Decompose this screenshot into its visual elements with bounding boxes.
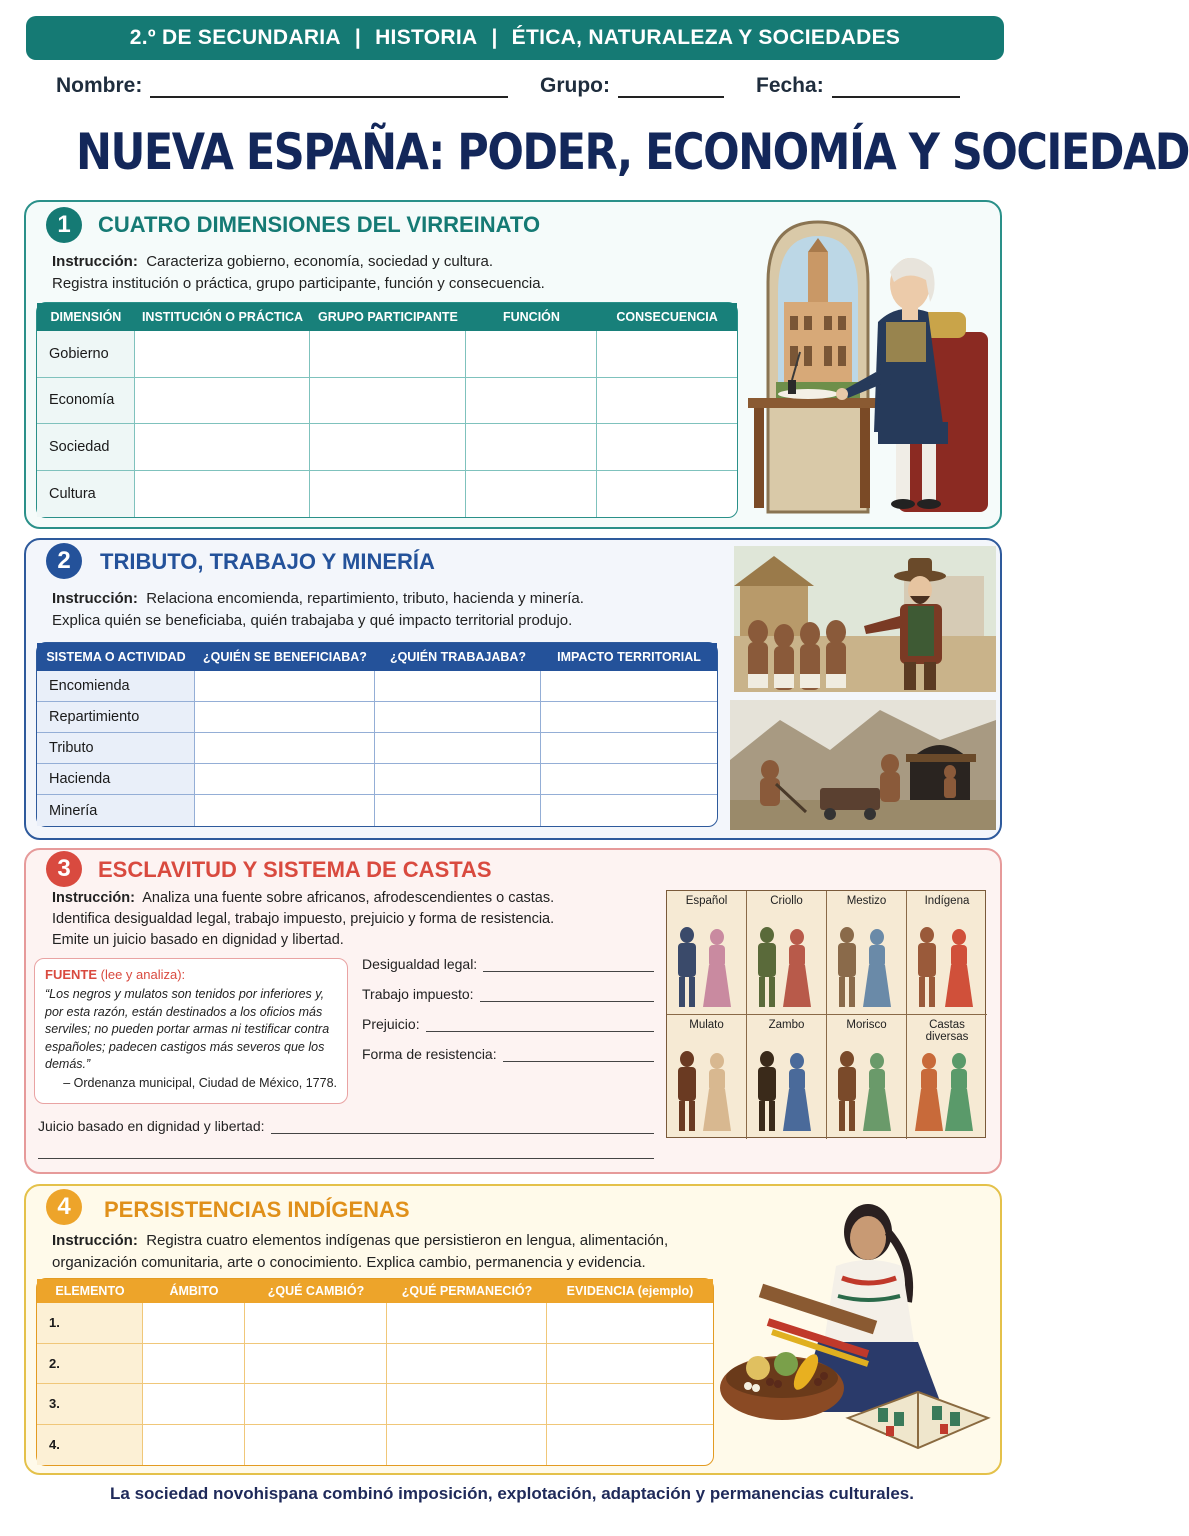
- answer-cell[interactable]: [466, 331, 597, 378]
- field-label: Forma de resistencia:: [362, 1046, 497, 1062]
- table-row: [37, 764, 717, 795]
- casta-label: Zambo: [768, 1019, 805, 1031]
- casta-panel: [747, 891, 827, 1015]
- row-label: Sociedad: [37, 424, 135, 471]
- nombre-field[interactable]: [150, 78, 508, 98]
- section-1-instruction: [52, 251, 545, 295]
- answer-cell[interactable]: [245, 1425, 387, 1466]
- casta-panel: [907, 891, 987, 1015]
- source-title: FUENTE: [45, 967, 97, 982]
- casta-label: Castas diversas: [925, 1019, 969, 1043]
- desigualdad-field[interactable]: [362, 956, 654, 972]
- answer-cell[interactable]: [195, 733, 375, 764]
- answer-cell[interactable]: [245, 1384, 387, 1425]
- column-header: ¿QUIÉN SE BENEFICIABA?: [195, 643, 375, 671]
- tributo-table: [36, 642, 718, 827]
- weaver-illustration: [718, 1192, 996, 1468]
- instr-line: Explica quién se beneficiaba, quién trabajaba y qué impacto territorial produjo.: [52, 612, 573, 629]
- casta-label: Mulato: [689, 1019, 724, 1031]
- column-header: ¿QUÉ PERMANECIÓ?: [387, 1279, 547, 1303]
- answer-cell[interactable]: [375, 671, 541, 702]
- source-subtitle: (lee y analiza):: [100, 967, 186, 982]
- answer-cell[interactable]: [245, 1344, 387, 1385]
- answer-cell[interactable]: [245, 1303, 387, 1344]
- answer-cell[interactable]: [375, 733, 541, 764]
- column-header: ¿QUÉ CAMBIÓ?: [245, 1279, 387, 1303]
- answer-cell[interactable]: [143, 1344, 245, 1385]
- section-2-title: TRIBUTO, TRABAJO Y MINERÍA: [100, 549, 435, 574]
- answer-cell[interactable]: [387, 1425, 547, 1466]
- answer-cell[interactable]: [375, 795, 541, 826]
- table-row: [37, 1425, 713, 1466]
- section-4-number: 4: [46, 1189, 82, 1225]
- answer-cell[interactable]: [195, 702, 375, 733]
- column-header: DIMENSIÓN: [37, 303, 135, 331]
- table-row: [37, 671, 717, 702]
- row-label: 2.: [37, 1344, 143, 1385]
- section-3-title: ESCLAVITUD Y SISTEMA DE CASTAS: [98, 857, 492, 882]
- section-2-instruction: [52, 588, 584, 632]
- casta-label: Indígena: [924, 895, 970, 907]
- answer-cell[interactable]: [387, 1303, 547, 1344]
- row-label: Gobierno: [37, 331, 135, 378]
- row-label: 1.: [37, 1303, 143, 1344]
- answer-cell[interactable]: [375, 764, 541, 795]
- viceroy-illustration: [748, 212, 994, 518]
- answer-cell[interactable]: [135, 471, 310, 518]
- answer-cell[interactable]: [195, 671, 375, 702]
- answer-cell[interactable]: [541, 764, 717, 795]
- column-header: IMPACTO TERRITORIAL: [541, 643, 717, 671]
- table-row: [37, 378, 737, 425]
- mining-illustration: [730, 700, 996, 830]
- answer-cell[interactable]: [387, 1344, 547, 1385]
- header-banner: 2.º DE SECUNDARIA | HISTORIA | ÉTICA, NATURALEZA Y SOCIEDADES: [26, 16, 1004, 60]
- answer-cell[interactable]: [547, 1303, 713, 1344]
- column-header: GRUPO PARTICIPANTE: [310, 303, 466, 331]
- column-header: INSTITUCIÓN O PRÁCTICA: [135, 303, 310, 331]
- casta-panel: [907, 1015, 987, 1139]
- fecha-label: Fecha:: [756, 74, 824, 97]
- casta-label: Criollo: [770, 895, 803, 907]
- juicio-field[interactable]: [38, 1118, 654, 1134]
- trabajo-field[interactable]: [362, 986, 654, 1002]
- column-header: FUNCIÓN: [466, 303, 597, 331]
- instr-line: Identifica desigualdad legal, trabajo impuesto, prejuicio y forma de resistencia.: [52, 911, 555, 927]
- column-header: ELEMENTO: [37, 1279, 143, 1303]
- answer-cell[interactable]: [310, 424, 466, 471]
- row-label: Encomienda: [37, 671, 195, 702]
- answer-cell[interactable]: [541, 671, 717, 702]
- answer-cell[interactable]: [597, 378, 737, 425]
- casta-label: Español: [685, 895, 728, 907]
- virreinato-table: [36, 302, 738, 518]
- answer-cell[interactable]: [597, 331, 737, 378]
- answer-cell[interactable]: [547, 1425, 713, 1466]
- row-label: Economía: [37, 378, 135, 425]
- table-row: [37, 1344, 713, 1385]
- answer-cell[interactable]: [466, 378, 597, 425]
- section-4-title: PERSISTENCIAS INDÍGENAS: [104, 1197, 410, 1222]
- section-1-number: 1: [46, 207, 82, 243]
- answer-cell[interactable]: [143, 1425, 245, 1466]
- instr-line: Emite un juicio basado en dignidad y libertad.: [52, 932, 344, 948]
- answer-cell[interactable]: [135, 424, 310, 471]
- answer-cell[interactable]: [541, 795, 717, 826]
- section-2-number: 2: [46, 543, 82, 579]
- column-header: ¿QUIÉN TRABAJABA?: [375, 643, 541, 671]
- casta-panel: [667, 891, 747, 1015]
- casta-panel: [827, 1015, 907, 1139]
- field-label: Trabajo impuesto:: [362, 986, 474, 1002]
- source-citation: – Ordenanza municipal, Ciudad de México, 1778.: [63, 1075, 337, 1090]
- row-label: Cultura: [37, 471, 135, 518]
- answer-cell[interactable]: [375, 702, 541, 733]
- instr-line: Caracteriza gobierno, economía, sociedad y cultura.: [146, 253, 494, 270]
- table-row: [37, 702, 717, 733]
- answer-cell[interactable]: [597, 471, 737, 518]
- prejuicio-field[interactable]: [362, 1016, 654, 1032]
- answer-cell[interactable]: [135, 331, 310, 378]
- casta-label: Morisco: [846, 1019, 887, 1031]
- casta-panel: [827, 891, 907, 1015]
- instr-label: Instrucción:: [52, 890, 135, 906]
- subject-label: HISTORIA: [375, 26, 478, 49]
- answer-cell[interactable]: [143, 1384, 245, 1425]
- column-header: EVIDENCIA (ejemplo): [547, 1279, 713, 1303]
- table-row: [37, 795, 717, 826]
- answer-cell[interactable]: [547, 1344, 713, 1385]
- column-header: ÁMBITO: [143, 1279, 245, 1303]
- instr-line: Analiza una fuente sobre africanos, afrodescendientes o castas.: [142, 890, 555, 906]
- casta-panel: [747, 1015, 827, 1139]
- field-label: Juicio basado en dignidad y libertad:: [38, 1118, 265, 1134]
- row-label: Repartimiento: [37, 702, 195, 733]
- row-label: 3.: [37, 1384, 143, 1425]
- row-label: 4.: [37, 1425, 143, 1466]
- row-label: Hacienda: [37, 764, 195, 795]
- section-3-number: 3: [46, 851, 82, 887]
- answer-cell[interactable]: [135, 378, 310, 425]
- instr-line: Registra institución o práctica, grupo participante, función y consecuencia.: [52, 275, 545, 292]
- answer-cell[interactable]: [547, 1384, 713, 1425]
- page-title: NUEVA ESPAÑA: PODER, ECONOMÍA Y SOCIEDAD: [76, 124, 1189, 182]
- casta-panel: [667, 1015, 747, 1139]
- answer-cell[interactable]: [310, 331, 466, 378]
- source-quote: “Los negros y mulatos son tenidos por inferiores y, por esta razón, están destinados a los oficios más serviles; no pueden portar armas ni testificar contra españoles; padecen castigos más severos que los demás.”: [45, 987, 330, 1071]
- answer-cell[interactable]: [597, 424, 737, 471]
- castas-chart: [666, 890, 986, 1138]
- column-header: SISTEMA O ACTIVIDAD: [37, 643, 195, 671]
- table-row: [37, 1384, 713, 1425]
- answer-cell[interactable]: [195, 764, 375, 795]
- footer-conclusion: La sociedad novohispana combinó imposición, explotación, adaptación y permanencias culturales.: [110, 1484, 914, 1503]
- field-label: Prejuicio:: [362, 1016, 420, 1032]
- field-label: ÉTICA, NATURALEZA Y SOCIEDADES: [511, 26, 901, 49]
- juicio-field-line2[interactable]: [38, 1145, 654, 1159]
- fecha-field[interactable]: [832, 78, 960, 98]
- answer-cell[interactable]: [541, 702, 717, 733]
- nombre-label: Nombre:: [56, 74, 143, 97]
- instr-line: Registra cuatro elementos indígenas que persistieron en lengua, alimentación,: [146, 1232, 669, 1249]
- grupo-field[interactable]: [618, 78, 724, 98]
- answer-cell[interactable]: [466, 471, 597, 518]
- resistencia-field[interactable]: [362, 1046, 654, 1062]
- instr-line: Relaciona encomienda, repartimiento, tributo, hacienda y minería.: [146, 590, 584, 607]
- answer-cell[interactable]: [466, 424, 597, 471]
- grade-label: 2.º DE SECUNDARIA: [129, 26, 341, 49]
- answer-cell[interactable]: [387, 1384, 547, 1425]
- source-box: [34, 958, 348, 1104]
- table-row: [37, 733, 717, 764]
- instr-label: Instrucción:: [52, 590, 138, 607]
- answer-cell[interactable]: [310, 378, 466, 425]
- column-header: CONSECUENCIA: [597, 303, 737, 331]
- table-row: [37, 471, 737, 518]
- answer-cell[interactable]: [310, 471, 466, 518]
- section-4-instruction: [52, 1230, 668, 1274]
- instr-label: Instrucción:: [52, 1232, 138, 1249]
- grupo-label: Grupo:: [540, 74, 610, 97]
- table-row: [37, 331, 737, 378]
- field-label: Desigualdad legal:: [362, 956, 478, 972]
- casta-label: Mestizo: [846, 895, 887, 907]
- row-label: Minería: [37, 795, 195, 826]
- answer-cell[interactable]: [541, 733, 717, 764]
- source-label: [45, 967, 337, 982]
- row-label: Tributo: [37, 733, 195, 764]
- table-row: [37, 1303, 713, 1344]
- instr-line: organización comunitaria, arte o conocimiento. Explica cambio, permanencia y evidencia.: [52, 1254, 646, 1271]
- persistencias-table: [36, 1278, 714, 1466]
- answer-cell[interactable]: [195, 795, 375, 826]
- answer-cell[interactable]: [143, 1303, 245, 1344]
- section-3-instruction: [52, 888, 554, 951]
- encomienda-illustration: [734, 546, 996, 692]
- section-1-title: CUATRO DIMENSIONES DEL VIRREINATO: [98, 212, 541, 237]
- instr-label: Instrucción:: [52, 253, 138, 270]
- table-row: [37, 424, 737, 471]
- student-info-row: [56, 74, 976, 104]
